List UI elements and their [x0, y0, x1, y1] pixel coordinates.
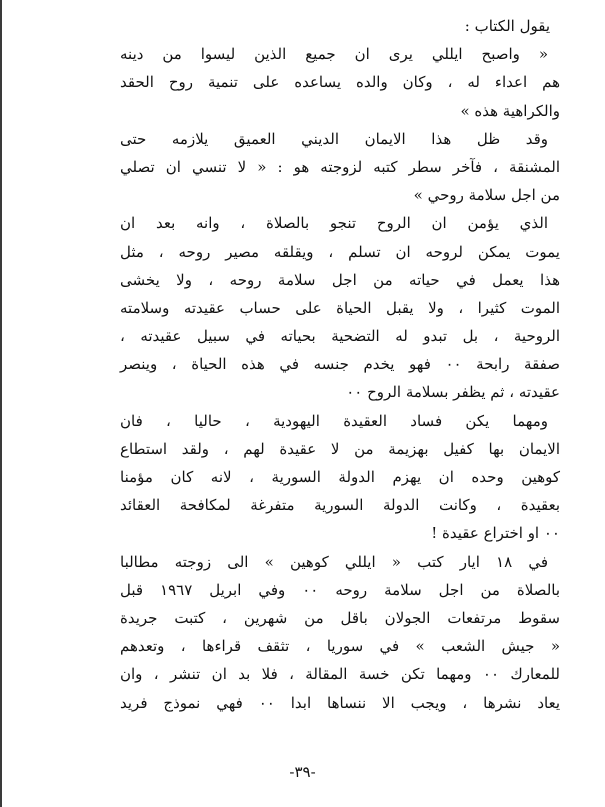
text-line: كوهين وحده ان يهزم الدولة السورية ، لانه كان مؤمنا	[120, 468, 560, 486]
text-line: والكراهية هذه »	[460, 101, 560, 120]
text-line: في ١٨ ايار كتب « ايللي كوهين » الى زوجته مطالبا	[120, 552, 548, 571]
text-line: وقد ظل هذا الايمان الديني العميق يلازمه حتى	[120, 129, 548, 148]
text-line: الايمان بها كفيل بهزيمة من لا عقيدة لهم ، ولقد استطاع	[120, 439, 560, 458]
text-line: الموت كثيرا ، ولا يقبل الحياة على حساب عقيدته وسلامته	[120, 298, 560, 317]
text-line: هم اعداء له ، وكان والده يساعده على تنمية روح الحقد	[120, 73, 560, 92]
text-line: من اجل سلامة روحي »	[413, 186, 560, 205]
text-line: الذي يؤمن ان الروح تنجو بالصلاة ، وانه بعد ان	[120, 214, 548, 233]
body-text	[120, 12, 560, 717]
text-line: الروحية ، بل تبدو له التضحية بحياته في سبيل عقيدته ،	[120, 327, 560, 346]
text-line: هذا يعمل في حياته من اجل سلامة روحه ، ولا يخشى	[120, 270, 560, 289]
text-line: بالصلاة من اجل سلامة روحه ٠٠ وفي ابريل ١٩٦٧ قبل	[120, 580, 561, 599]
text-line: ومهما يكن فساد العقيدة اليهودية ، حاليا ، فان	[120, 411, 548, 430]
text-line: صفقة رابحة ٠٠ فهو يخدم جنسه في هذه الحياة ، وينصر	[120, 355, 560, 374]
page-spine-edge	[0, 0, 2, 807]
text-line: بعقيدة ، وكانت الدولة السورية متفرغة لمكافحة العقائد	[120, 496, 560, 515]
text-line: « واصبح ايللي يرى ان جميع الذين ليسوا من دينه	[120, 45, 548, 64]
text-line: للمعارك ٠٠ ومهما تكن خسة المقالة ، فلا بد ان تنشر ، وان	[120, 665, 560, 684]
text-line: سقوط مرتفعات الجولان باقل من شهرين ، كتبت جريدة	[120, 608, 560, 627]
text-line: المشنقة ، فآخر سطر كتبه لزوجته هو : « لا تنسي ان تصلي	[120, 157, 560, 176]
text-line: يقول الكتاب :	[464, 17, 550, 35]
page-number: -٣٩-	[289, 763, 316, 781]
text-line: « جيش الشعب » في سوريا ، تثقف قراءها ، وتعدهم	[120, 637, 560, 656]
text-line: ٠٠ او اختراع عقيدة !	[431, 524, 560, 543]
text-line: يعاد نشرها ، ويجب الا ننساها ابدا ٠٠ فهي نموذج فريد	[120, 693, 560, 712]
text-line: عقيدته ، ثم يظفر بسلامة الروح ٠٠	[346, 383, 560, 402]
text-line: يموت يمكن لروحه ان تسلم ، ويقلقه مصير روحه ، مثل	[120, 242, 560, 261]
